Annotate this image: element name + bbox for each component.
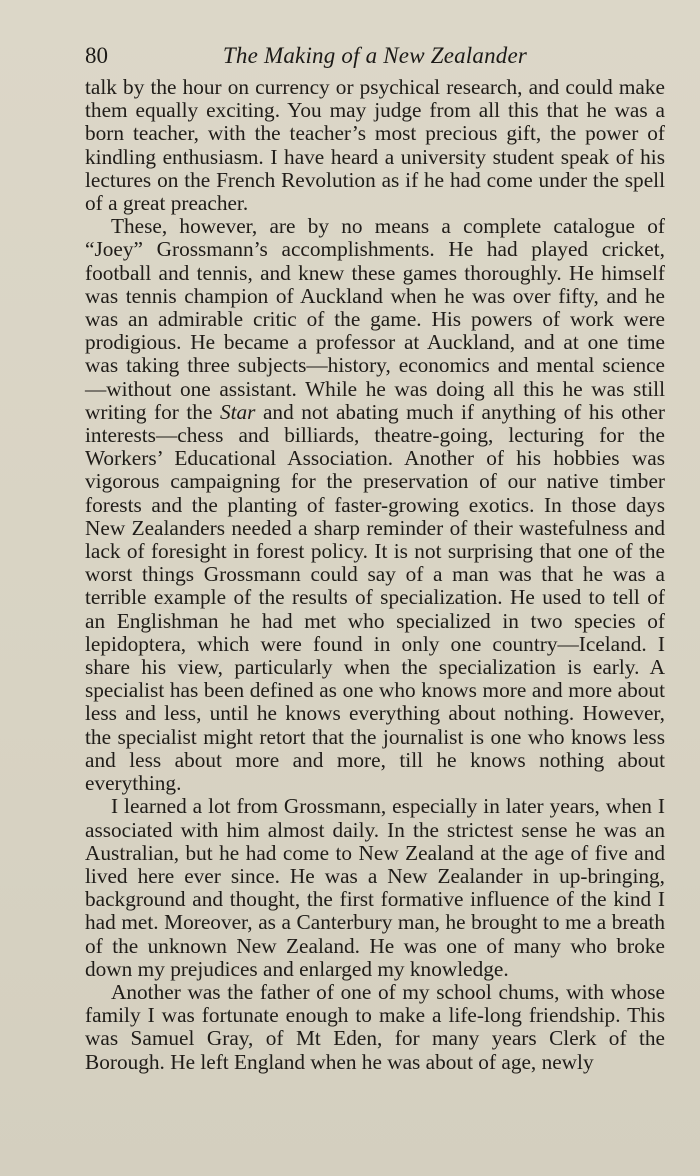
paragraph-2	[85, 215, 665, 795]
page-number: 80	[85, 43, 108, 68]
page-header	[85, 40, 665, 72]
paragraph-1: talk by the hour on currency or psychical research, and could make them equally exciting. You may judge from all this that he was a born teacher, with the teacher’s most precious gift, the power of kindling enthusiasm. I have heard a university student speak of his lectures on the French Revolution as if he had come under the spell of a great preacher.	[85, 75, 665, 216]
paragraph-3: I learned a lot from Grossmann, especially in later years, when I associated with him almost daily. In the strictest sense he was an Australian, but he had come to New Zealand at the age of five and lived here ever since. He was a New Zealander in up-bringing, background and thought, the first formative influence of the kind I had met. Moreover, as a Canterbury man, he brought to me a breath of the unknown New Zealand. He was one of many who broke down my prejudices and enlarged my knowledge.	[85, 794, 665, 981]
paragraph-4: Another was the father of one of my school chums, with whose family I was fortunate enough to make a life-long friendship. This was Samuel Gray, of Mt Eden, for many years Clerk of the Borough. He left England when he was about of age, newly	[85, 979, 665, 1074]
body-text	[85, 76, 665, 1074]
paragraph-2-end: and not abating much if anything of his other interests—chess and billiards, theatre-going, lecturing for the Workers’ Educational Association. Another of his hobbies was vigorous campaigning for the preservation of our native timber forests and the planting of faster-growing exotics. In those days New Zealanders needed a sharp reminder of their wastefulness and lack of foresight in forest policy. It is not surprising that one of the worst things Grossmann could say of a man was that he was a terrible example of the results of specialization. He used to tell of an Englishman he had met who specialized in two species of lepidoptera, which were found in only one country—Iceland. I share his view, particularly when the specialization is early. A specialist has been defined as one who knows more and more about less and less, until he knows everything about nothing. However, the specialist might retort that the journalist is one who knows less and less about more and more, till he knows nothing about everything.	[85, 399, 665, 796]
newspaper-title: Star	[219, 399, 256, 424]
paragraph-2-start: These, however, are by no means a complete catalogue of “Joey” Grossmann’s accomplishments. He had played cricket, football and tennis, and knew these games thoroughly. He himself was tennis champion of Auckland when he was over fifty, and he was an admirable critic of the game. His powers of work were prodigious. He became a professor at Auckland, and at one time was taking three subjects—history, economics and mental science—without one assistant. While he was doing all this he was still writing for the	[85, 214, 665, 424]
running-head: The Making of a New Zealander	[222, 43, 528, 68]
